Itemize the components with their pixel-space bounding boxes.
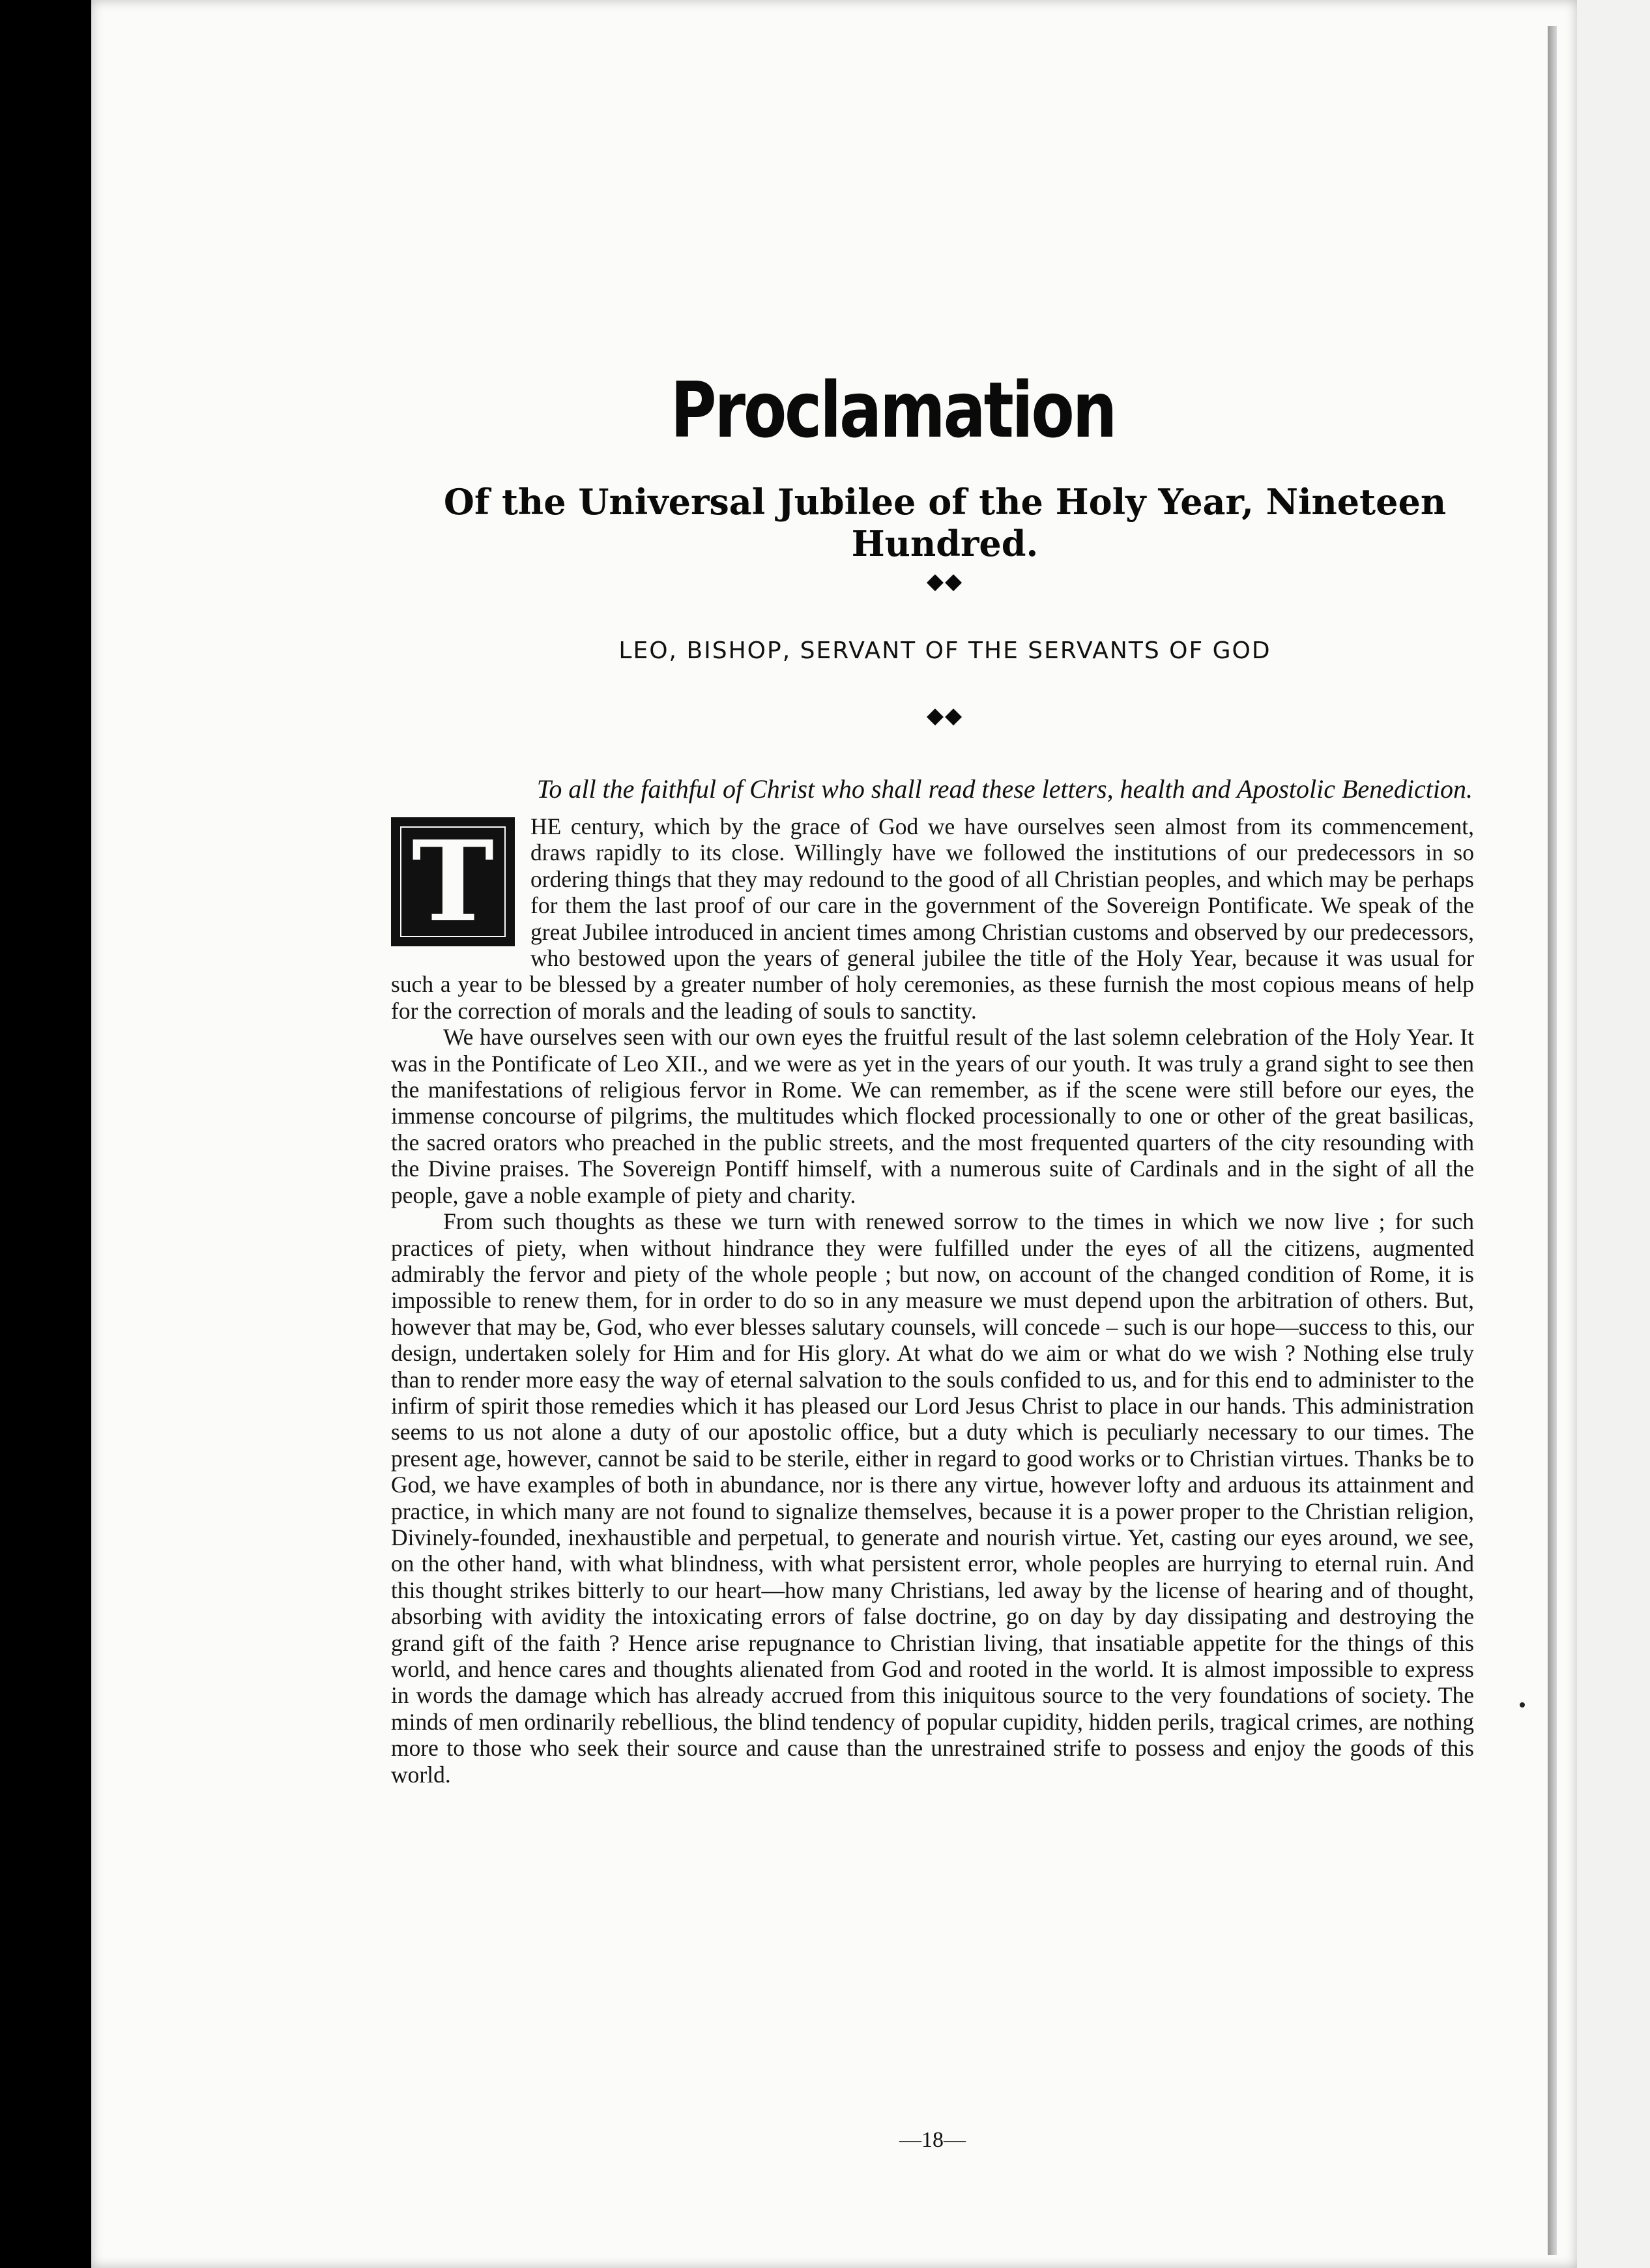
paragraph-1-text: HE century, which by the grace of God we have ourselves seen almost from its commencement, draws rapidly to its close. Willingly have we followed the institutions of our predecessors in so ordering things that they may redound to the good of all Christian peoples, and which may be perhaps for them the last proof of our care in the government of the Sovereign Pontificate. We speak of the great Jubilee introduced in ancient times among Christian customs and observed by our predecessors, who bestowed upon the years of general jubilee the title of the Holy Year, because it was usual for such a year to be blessed by a greater number of holy ceremonies, as these furnish the most copious means of help for the correction of morals and the leading of souls to sanctity. (391, 813, 1474, 1024)
paragraph-2: We have ourselves seen with our own eyes the fruitful result of the last solemn celebration of the Holy Year. It was in the Pontificate of Leo XII., and we were as yet in the years of our youth. It was truly a grand sight to see then the manifestations of religious fervor in Rome. We can remember, as if the scene were still before our eyes, the immense concourse of pilgrims, the multitudes which flocked processionally to one or other of the great basilicas, the sacred orators who preached in the public streets, and the most frequented quarters of the city resounding with the Divine praises. The Sovereign Pontiff himself, with a numerous suite of Cardinals and in the sight of all the people, gave a noble example of piety and charity. (391, 1024, 1474, 1208)
document-title: Proclamation (670, 365, 1116, 455)
paragraph-1 (391, 813, 1474, 1024)
drop-cap-letter: T (411, 817, 495, 947)
margin-speck (1520, 1702, 1525, 1708)
drop-cap-initial (391, 817, 515, 946)
page-number: —18— (899, 2128, 966, 2152)
document-subtitle: Of the Universal Jubilee of the Holy Year, Nineteen Hundred. (443, 481, 1447, 564)
paragraph-3: From such thoughts as these we turn with renewed sorrow to the times in which we now live ; for such practices of piety, when without hindrance they were fulfilled under the eyes of all the citizens, augmented admirably the fervor and piety of the whole people ; but now, on account of the changed condition of Rome, it is impossible to renew them, for in order to do so in any measure we must depend upon the arbitration of others. But, however that may be, God, who ever blesses salutary counsels, will concede – such is our hope—success to this, our design, undertaken solely for Him and for His glory. At what do we aim or what do we wish ? Nothing else truly than to render more easy the way of eternal salvation to the souls confided to us, and for this end to administer to the infirm of spirit those remedies which it has pleased our Lord Jesus Christ to place in our hands. This administration seems to us not alone a duty of our apostolic office, but a duty which is peculiarly necessary to our times. The present age, however, cannot be said to be sterile, either in regard to good works or to Christian virtues. Thanks be to God, we have examples of both in abundance, nor is there any virtue, however lofty and arduous its attainment and practice, in which many are not found to signalize themselves, because it is a power proper to the Christian religion, Divinely-founded, inexhaustible and perpetual, to generate and nourish virtue. Yet, casting our eyes around, we see, on the other hand, with what blindness, with what persistent error, whole peoples are hurrying to eternal ruin. And this thought strikes bitterly to our heart—how many Christians, led away by the license of hearing and of thought, absorbing with avidity the intoxicating errors of false doctrine, go on day by day dissipating and destroying the grand gift of the faith ? Hence arise repugnance to Christian living, that insatiable appetite for the things of this world, and hence cares and thoughts alienated from God and rooted in the world. It is almost impossible to express in words the damage which has already accrued from this iniquitous source to the very foundations of society. The minds of men ordinarily rebellious, the blind tendency of popular cupidity, hidden perils, tragical crimes, are nothing more to those who seek their source and cause than the unrestrained strife to possess and enjoy the goods of this world. (391, 1208, 1474, 1788)
salutation-line: To all the faithful of Christ who shall read these letters, health and Apostolic Benediction. (536, 774, 1473, 804)
page-edge-shadow (1548, 26, 1557, 2255)
ornament-bottom: ◆◆ (926, 704, 964, 728)
proclamation-body (391, 813, 1474, 1788)
adjacent-page-edge (1577, 0, 1650, 2268)
ornament-top: ◆◆ (926, 570, 964, 594)
addressor-line: LEO, BISHOP, SERVANT OF THE SERVANTS OF GOD (618, 637, 1271, 664)
